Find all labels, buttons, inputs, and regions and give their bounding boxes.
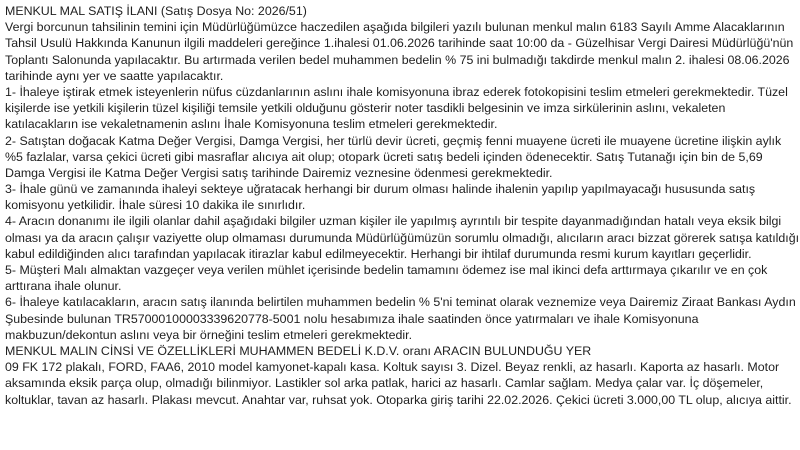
clause-2-line-1: 2- Satıştan doğacak Katma Değer Vergisi, Damga Vergisi, her türlü devir ücreti, geçmiş fenni muayene ücreti ile muayene ücretine ilişkin aylık (5, 133, 782, 148)
clause-2-line-3: Damga Vergisi ile Katma Değer Vergisi satış tarihinde Dairemiz veznesine ödenmesi gerekmektedir. (5, 165, 553, 180)
clause-6-line-1: 6- İhaleye katılacakların, aracın satış ilanında belirtilen muhammen bedelin % 5'ni teminat olarak veznemize veya Dairemiz Ziraat Bankası Aydın (5, 295, 796, 310)
clause-1-line-2: kişilerde ise yetkili kişilerin tüzel kişiliği temsile yetkili olduğunu gösterir noter tasdikli belgesinin ve imza sirkülerinin aslını, vekaleten (5, 101, 726, 116)
clause-4-line-3: kabul edildiğinden alıcı tarafından yapılacak itirazlar kabul edilmeyecektir. Herhangi bir ihtilaf durumunda resmi kurum kayıtları geçerlidir. (5, 246, 752, 261)
clause-5-line-2: arttırana ihale olunur. (5, 279, 122, 294)
vehicle-description-line-1: 09 FK 172 plakalı, FORD, FAA6, 2010 model kamyonet-kapalı kasa. Koltuk sayısı 3. Dizel. Beyaz renkli, az hasarlı. Kaporta az hasarlı. Motor (5, 360, 780, 375)
clause-3-line-2: komisyonu yetkilidir. İhale süresi 10 dakika ile sınırlıdır. (5, 198, 306, 213)
clause-2-line-2: %5 fazlalar, varsa çekici ücreti gibi masraflar alıcıya ait olup; otopark ücreti satış bedeli içinden ödenecektir. Satış Tutanağı için bin de 5,69 (5, 149, 763, 164)
intro-line-3: Toplantı Salonunda yapılacaktır. Bu artırmada verilen bedel muhammen bedelin % 75 ini bulmadığı takdirde menkul malın 2. ihalesi 08.06.2026 (5, 52, 790, 67)
auction-notice-document (5, 3, 800, 408)
intro-line-1: Vergi borcunun tahsilinin temini için Müdürlüğümüzce haczedilen aşağıda bilgileri yazılı bulunan menkul malın 6183 Sayılı Amme Alacaklarının (5, 20, 785, 35)
intro-line-4: tarihinde aynı yer ve saatte yapılacaktır. (5, 68, 224, 83)
clause-6-line-2: Şubesinde bulunan TR570001000033396207​78-5001 nolu hesabımıza ihale saatinden önce yatırmaları ve ihale Komisyonuna (5, 311, 699, 326)
clause-4-line-1: 4- Aracın donanımı ile ilgili olanlar dahil aşağıdaki bilgiler uzman kişiler ile yapılmış ayrıntılı bir tespite dayanmadığından hatalı veya eksik bilgi (5, 214, 782, 229)
property-section-heading: MENKUL MALIN CİNSİ VE ÖZELLİKLERİ MUHAMMEN BEDELİ K.D.V. oranı ARACIN BULUNDUĞU YER (5, 343, 592, 358)
notice-title: MENKUL MAL SATIŞ İLANI (Satış Dosya No: 2026/51) (5, 4, 307, 18)
vehicle-description-line-2: aksamında eksik parça olup, olmadığı bilinmiyor. Lastikler sol arka patlak, harici az hasarlı. Camlar sağlam. Medya çalar var. İç döşemeler, (5, 376, 764, 391)
intro-line-2: Tahsil Usulü Hakkında Kanunun ilgili maddeleri gereğince 1.ihalesi 01.06.2026 tarihinde saat 10:00 da - Güzelhisar Vergi Dairesi Müdürlüğü'nün (5, 36, 794, 51)
clause-6-line-3: makbuzun/dekontun aslını veya bir örneğini teslim etmeleri gerekmektedir. (5, 327, 413, 342)
clause-1-line-3: katılacakların ise vekaletnamenin aslını İhale Komisyonuna teslim etmeleri gerekmektedir. (5, 117, 498, 132)
vehicle-description-line-3: koltuklar, tavan az hasarlı. Plakası mevcut. Anahtar var, ruhsat yok. Otoparka giriş tarihi 22.02.2026. Çekici ücreti 3.000,00 TL olup, alıcıya aittir. (5, 392, 792, 407)
clause-5-line-1: 5- Müşteri Malı almaktan vazgeçer veya verilen mühlet içerisinde bedelin tamamını ödemez ise mal ikinci defa arttırmaya çıkarılır ve en çok (5, 263, 768, 277)
clause-3-line-1: 3- İhale günü ve zamanında ihaleyi sekteye uğratacak herhangi bir durum olması halinde ihalenin yapılıp yapılmayacağı hususunda satış (5, 182, 756, 197)
clause-1-line-1: 1- İhaleye iştirak etmek isteyenlerin nüfus cüzdanlarının aslını ihale komisyonuna ibraz ederek fotokopisini teslim etmeleri gerekmektedir. Tüzel (5, 84, 788, 99)
clause-4-line-2: olması ya da aracın çalışır vaziyette olup olmaması durumunda Müdürlüğümüzün sorumlu olmadığı, alıcıların aracı bizzat görerek satışa katıldığı (5, 230, 800, 245)
